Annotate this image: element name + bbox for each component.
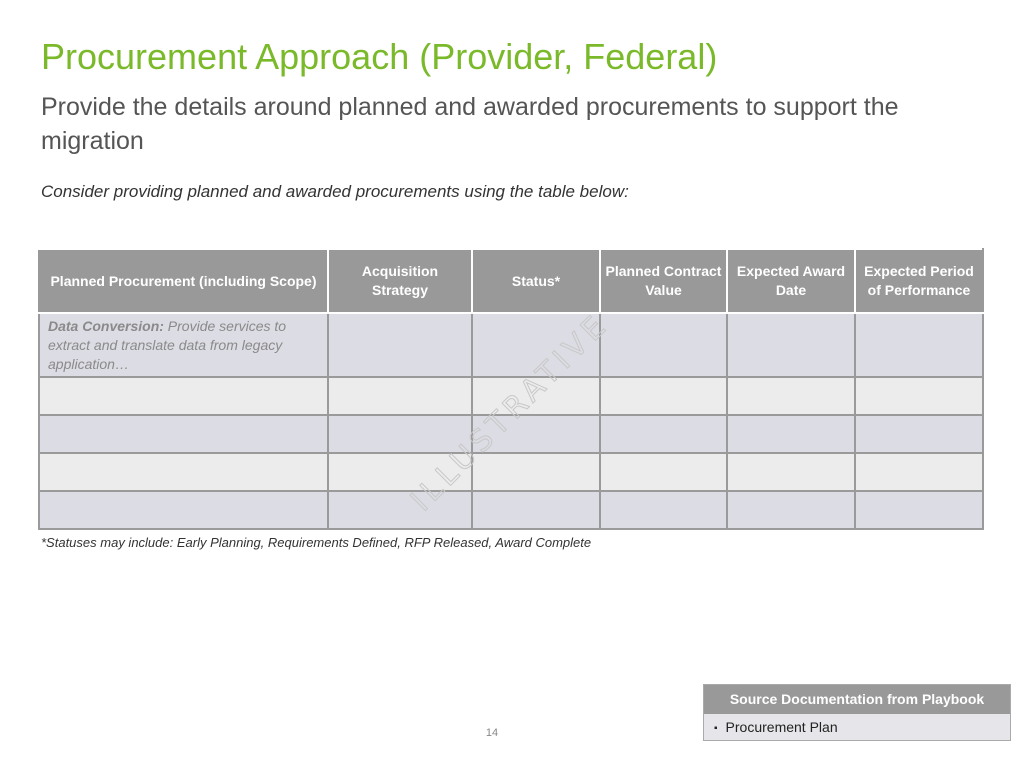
table-row — [39, 453, 983, 491]
page-subtitle: Provide the details around planned and awarded procurements to support the migration — [41, 93, 899, 155]
table-cell[interactable] — [855, 415, 983, 453]
table-cell[interactable] — [727, 415, 855, 453]
header-expected-period-of-performance: Expected Period of Performance — [855, 249, 983, 313]
table-cell[interactable] — [855, 313, 983, 377]
procurement-table — [38, 248, 984, 530]
table-cell[interactable] — [39, 415, 328, 453]
table-cell[interactable] — [328, 313, 472, 377]
table-cell[interactable] — [472, 415, 600, 453]
table-row — [39, 415, 983, 453]
table-cell[interactable] — [328, 415, 472, 453]
example-row-text — [40, 314, 327, 374]
example-row-label: Data Conversion: — [48, 318, 164, 334]
square-bullet-icon: ▪ — [714, 723, 718, 734]
table-cell[interactable] — [855, 491, 983, 529]
table-cell[interactable] — [328, 377, 472, 415]
header-planned-contract-value: Planned Contract Value — [600, 249, 727, 313]
table-cell[interactable] — [472, 313, 600, 377]
source-documentation-box — [703, 684, 1011, 741]
table-cell[interactable] — [600, 491, 727, 529]
table-cell[interactable] — [472, 377, 600, 415]
table-header-row — [39, 249, 983, 313]
table-cell[interactable] — [600, 415, 727, 453]
table-cell[interactable] — [39, 377, 328, 415]
page-title: Procurement Approach (Provider, Federal) — [41, 36, 718, 77]
table-row — [39, 377, 983, 415]
table-cell[interactable] — [855, 377, 983, 415]
table-cell[interactable] — [472, 491, 600, 529]
header-acquisition-strategy: Acquisition Strategy — [328, 249, 472, 313]
table-cell[interactable] — [328, 453, 472, 491]
table-cell[interactable] — [39, 453, 328, 491]
source-documentation-header: Source Documentation from Playbook — [704, 685, 1010, 714]
header-expected-award-date: Expected Award Date — [727, 249, 855, 313]
source-item-label: Procurement Plan — [725, 719, 838, 735]
table-cell[interactable] — [727, 453, 855, 491]
header-status: Status* — [472, 249, 600, 313]
table-cell[interactable] — [600, 313, 727, 377]
source-item[interactable] — [704, 714, 1010, 740]
table-cell[interactable] — [39, 491, 328, 529]
instruction-text: Consider providing planned and awarded procurements using the table below: — [41, 182, 629, 201]
table-cell[interactable] — [727, 491, 855, 529]
table-cell[interactable] — [472, 453, 600, 491]
table-row — [39, 313, 983, 377]
table-cell[interactable] — [39, 313, 328, 377]
table-row — [39, 491, 983, 529]
table-cell[interactable] — [727, 377, 855, 415]
header-planned-procurement: Planned Procurement (including Scope) — [39, 249, 328, 313]
table-cell[interactable] — [600, 377, 727, 415]
table-cell[interactable] — [855, 453, 983, 491]
example-row-description: Provide services to extract and translate data from legacy application… — [48, 318, 287, 372]
status-footnote: *Statuses may include: Early Planning, Requirements Defined, RFP Released, Award Complete — [41, 535, 592, 550]
table-cell[interactable] — [328, 491, 472, 529]
table-cell[interactable] — [600, 453, 727, 491]
table-cell[interactable] — [727, 313, 855, 377]
page-number: 14 — [485, 727, 499, 739]
